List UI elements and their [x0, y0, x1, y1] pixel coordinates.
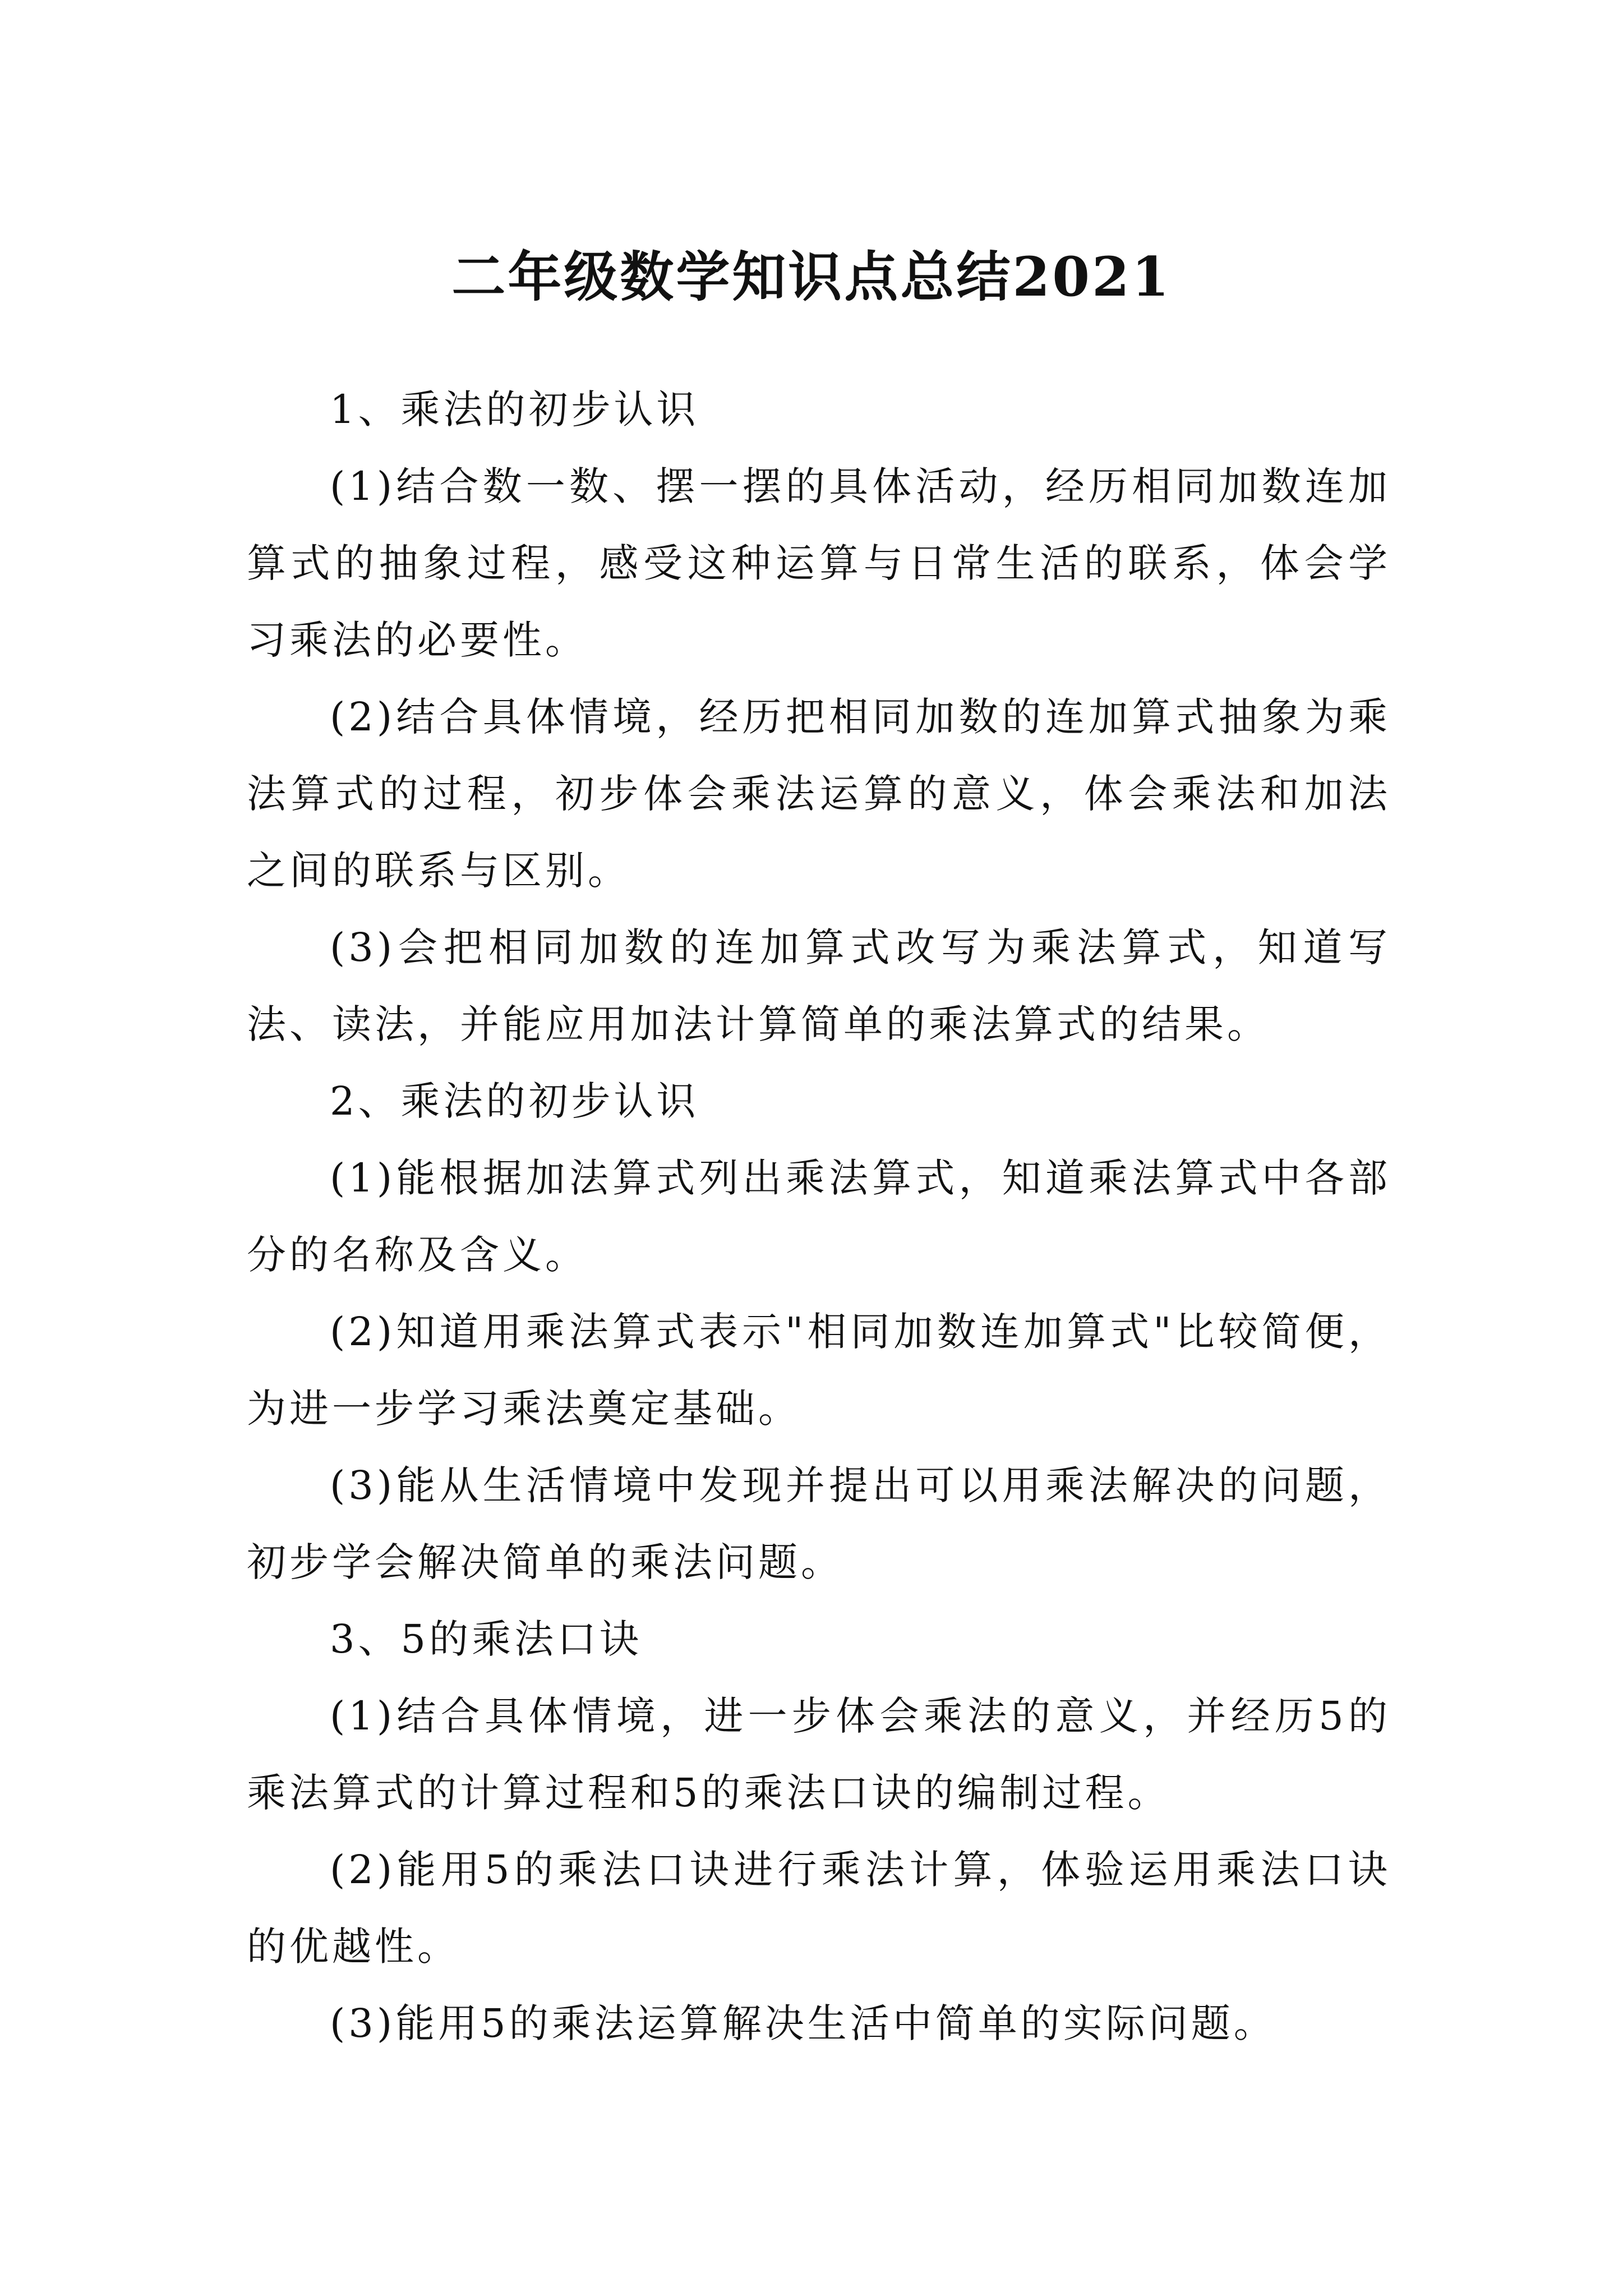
- section-heading: 2、乘法的初步认识: [330, 1078, 699, 1124]
- paragraph: (2)能用5的乘法口诀进行乘法计算，体验运用乘法口诀的优越性。: [247, 1847, 1391, 1970]
- paragraph: (3)能用5的乘法运算解决生活中简单的实际问题。: [330, 2000, 1276, 2046]
- paragraph: (3)能从生活情境中发现并提出可以用乘法解决的问题，初步学会解决简单的乘法问题。: [247, 1462, 1391, 1585]
- document-body: [247, 371, 1391, 2062]
- section-heading: 3、5的乘法口诀: [330, 1616, 643, 1662]
- paragraph: (1)能根据加法算式列出乘法算式，知道乘法算式中各部分的名称及含义。: [247, 1155, 1391, 1278]
- document-title: 二年级数学知识点总结2021: [451, 245, 1172, 309]
- paragraph: (3)会把相同加数的连加算式改写为乘法算式，知道写法、读法，并能应用加法计算简单的乘法算式的结果。: [247, 924, 1391, 1047]
- paragraph: (1)结合具体情境，进一步体会乘法的意义，并经历5的乘法算式的计算过程和5的乘法口诀的编制过程。: [247, 1693, 1391, 1816]
- paragraph: (2)结合具体情境，经历把相同加数的连加算式抽象为乘法算式的过程，初步体会乘法运算的意义，体会乘法和加法之间的联系与区别。: [247, 694, 1391, 894]
- section-heading: 1、乘法的初步认识: [330, 386, 699, 432]
- paragraph: (1)结合数一数、摆一摆的具体活动，经历相同加数连加算式的抽象过程，感受这种运算与日常生活的联系，体会学习乘法的必要性。: [247, 463, 1391, 663]
- paragraph: (2)知道用乘法算式表示"相同加数连加算式"比较简便，为进一步学习乘法奠定基础。: [247, 1309, 1391, 1432]
